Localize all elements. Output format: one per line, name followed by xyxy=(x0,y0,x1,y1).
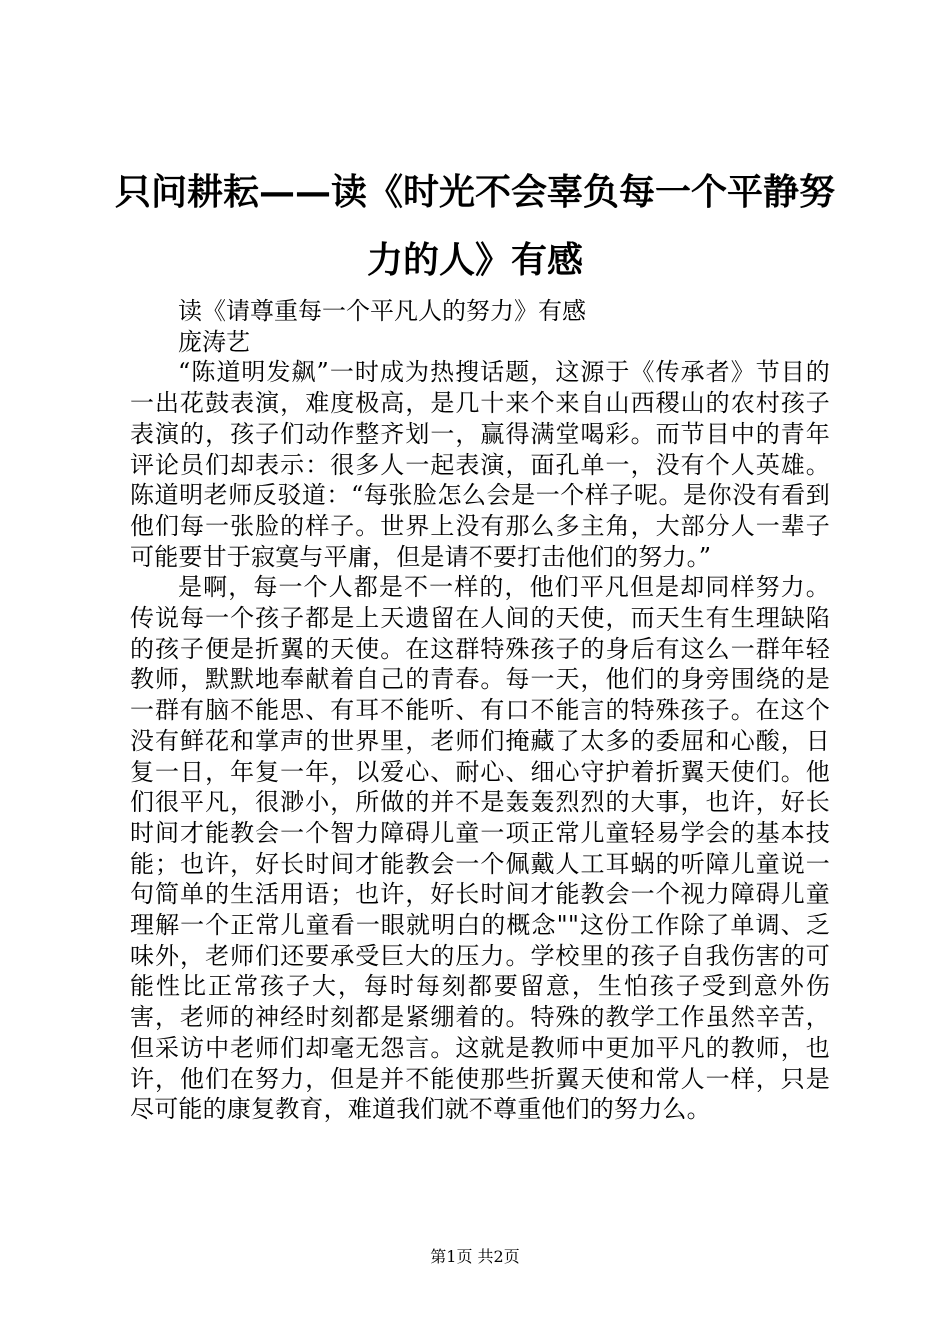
title-line-1: 只问耕耘——读《时光不会辜负每一个平静努 xyxy=(114,171,835,213)
subtitle: 读《请尊重每一个平凡人的努力》有感 xyxy=(178,297,586,325)
paragraph-1: “陈道明发飙”一时成为热搜话题，这源于《传承者》节目的一出花鼓表演，难度极高，是几十来个来自山西稷山的农村孩子表演的，孩子们动作整齐划一，赢得满堂喝彩。而节目中的青年评论员们却表示：很多人一起表演，面孔单一，没有个人英雄。陈道明老师反驳道：“每张脸怎么会是一个样子呢。是你没有看到他们每一张脸的样子。世界上没有那么多主角，大部分人一辈子可能要甘于寂寞与平庸，但是请不要打击他们的努力。” xyxy=(130,358,830,571)
document-title xyxy=(100,158,850,294)
page-footer: 第1页 共2页 xyxy=(430,1247,520,1266)
title-line-2: 力的人》有感 xyxy=(366,239,583,281)
author: 庞涛艺 xyxy=(178,327,250,356)
document-body xyxy=(130,296,830,1125)
paragraph-2: 是啊，每一个人都是不一样的，他们平凡但是却同样努力。传说每一个孩子都是上天遗留在人间的天使，而天生有生理缺陷的孩子便是折翼的天使。在这群特殊孩子的身后有这么一群年轻教师，默默地奉献着自己的青春。每一天，他们的身旁围绕的是一群有脑不能思、有耳不能听、有口不能言的特殊孩子。在这个没有鲜花和掌声的世界里，老师们掩藏了太多的委屈和心酸，日复一日，年复一年，以爱心、耐心、细心守护着折翼天使们。他们很平凡，很渺小，所做的并不是轰轰烈烈的大事，也许，好长时间才能教会一个智力障碍儿童一项正常儿童轻易学会的基本技能；也许，好长时间才能教会一个佩戴人工耳蜗的听障儿童说一句简单的生活用语；也许，好长时间才能教会一个视力障碍儿童理解一个正常儿童看一眼就明白的概念""这份工作除了单调、乏味外，老师们还要承受巨大的压力。学校里的孩子自我伤害的可能性比正常孩子大，每时每刻都要留意，生怕孩子受到意外伤害，老师的神经时刻都是紧绷着的。特殊的教学工作虽然辛苦，但采访中老师们却毫无怨言。这就是教师中更加平凡的教师，也许，他们在努力，但是并不能使那些折翼天使和常人一样，只是尽可能的康复教育，难道我们就不尊重他们的努力么。 xyxy=(130,573,830,1124)
